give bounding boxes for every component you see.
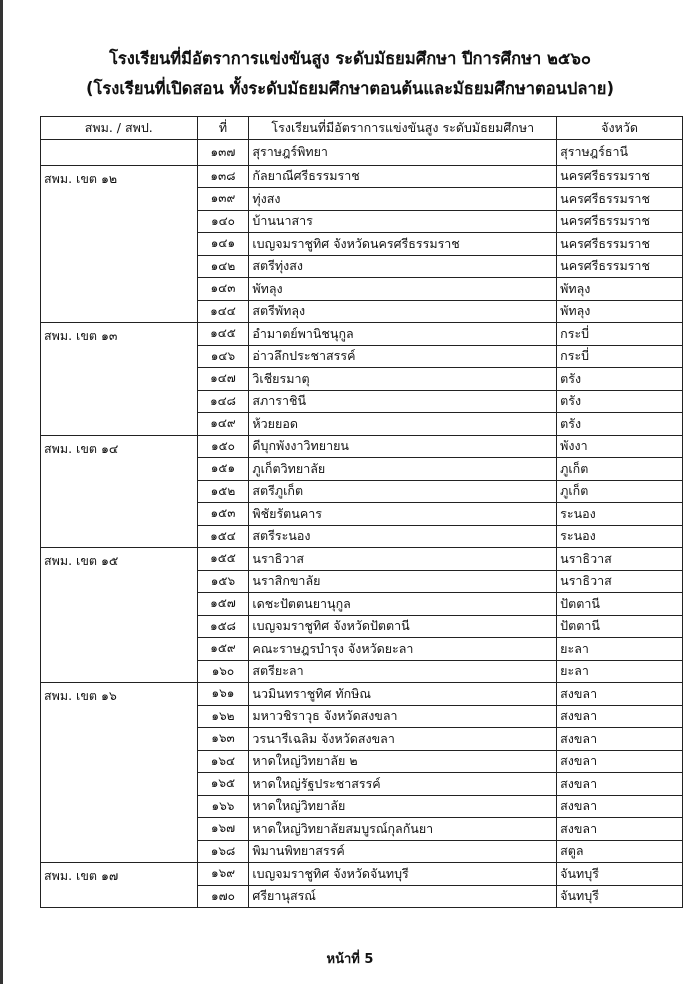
school-cell: พัทลุง [249, 278, 557, 301]
province-cell: ปัตตานี [557, 593, 683, 616]
school-cell: สตรีภูเก็ต [249, 480, 557, 503]
school-cell: หาดใหญ่วิทยาลัย ๒ [249, 750, 557, 773]
province-cell: ปัตตานี [557, 615, 683, 638]
school-cell: สุราษฎร์พิทยา [249, 140, 557, 166]
scan-edge [0, 0, 3, 984]
page-number: หน้าที่ 5 [326, 952, 374, 967]
school-cell: บ้านนาสาร [249, 210, 557, 233]
school-cell: คณะราษฎรบำรุง จังหวัดยะลา [249, 638, 557, 661]
no-cell: ๑๕๖ [197, 570, 249, 593]
school-cell: สตรียะลา [249, 660, 557, 683]
school-cell: ภูเก็ตวิทยาลัย [249, 458, 557, 481]
province-cell: นครศรีธรรมราช [557, 165, 683, 188]
province-cell: ระนอง [557, 503, 683, 526]
header-school: โรงเรียนที่มีอัตราการแข่งขันสูง ระดับมัธยมศึกษา [249, 117, 557, 140]
province-cell: ตรัง [557, 390, 683, 413]
province-cell: จันทบุรี [557, 863, 683, 886]
province-cell: ตรัง [557, 368, 683, 391]
province-cell: สงขลา [557, 773, 683, 796]
school-cell: อ่าวลึกประชาสรรค์ [249, 345, 557, 368]
no-cell: ๑๔๙ [197, 413, 249, 436]
school-cell: เบญจมราชูทิศ จังหวัดปัตตานี [249, 615, 557, 638]
school-cell: สภาราชินี [249, 390, 557, 413]
school-cell: เบญจมราชูทิศ จังหวัดนครศรีธรรมราช [249, 233, 557, 256]
no-cell: ๑๕๗ [197, 593, 249, 616]
no-cell: ๑๓๙ [197, 188, 249, 211]
school-cell: หาดใหญ่วิทยาลัยสมบูรณ์กุลกันยา [249, 818, 557, 841]
province-cell: ภูเก็ต [557, 458, 683, 481]
no-cell: ๑๓๘ [197, 165, 249, 188]
school-cell: เบญจมราชูทิศ จังหวัดจันทบุรี [249, 863, 557, 886]
province-cell: สตูล [557, 840, 683, 863]
no-cell: ๑๖๒ [197, 705, 249, 728]
no-cell: ๑๔๕ [197, 323, 249, 346]
province-cell: นครศรีธรรมราช [557, 188, 683, 211]
document-title: โรงเรียนที่มีอัตราการแข่งขันสูง ระดับมัธยมศึกษา ปีการศึกษา ๒๕๖๐ [109, 49, 591, 68]
province-cell: นราธิวาส [557, 548, 683, 571]
no-cell: ๑๔๒ [197, 255, 249, 278]
region-cell: สพม. เขต ๑๒ [41, 165, 198, 323]
province-cell: สงขลา [557, 705, 683, 728]
province-cell: ยะลา [557, 638, 683, 661]
province-cell: ตรัง [557, 413, 683, 436]
no-cell: ๑๗๐ [197, 885, 249, 908]
province-cell: จันทบุรี [557, 885, 683, 908]
school-cell: กัลยาณีศรีธรรมราช [249, 165, 557, 188]
no-cell: ๑๕๔ [197, 525, 249, 548]
schools-table [40, 116, 683, 908]
school-cell: สตรีพัทลุง [249, 300, 557, 323]
no-cell: ๑๔๗ [197, 368, 249, 391]
school-cell: พิมานพิทยาสรรค์ [249, 840, 557, 863]
no-cell: ๑๕๑ [197, 458, 249, 481]
province-cell: พังงา [557, 435, 683, 458]
school-cell: ศรียานุสรณ์ [249, 885, 557, 908]
province-cell: พัทลุง [557, 278, 683, 301]
no-cell: ๑๕๕ [197, 548, 249, 571]
region-cell: สพม. เขต ๑๓ [41, 323, 198, 436]
no-cell: ๑๔๖ [197, 345, 249, 368]
region-cell: สพม. เขต ๑๗ [41, 863, 198, 908]
table-header-row [41, 117, 683, 140]
school-cell: มหาวชิราวุธ จังหวัดสงขลา [249, 705, 557, 728]
no-cell: ๑๖๕ [197, 773, 249, 796]
school-cell: หาดใหญ่รัฐประชาสรรค์ [249, 773, 557, 796]
no-cell: ๑๖๖ [197, 795, 249, 818]
school-cell: อำมาตย์พานิชนุกูล [249, 323, 557, 346]
no-cell: ๑๔๘ [197, 390, 249, 413]
table-body [41, 140, 683, 908]
province-cell: กระบี่ [557, 345, 683, 368]
header-region: สพม. / สพป. [41, 117, 198, 140]
school-cell: วรนารีเฉลิม จังหวัดสงขลา [249, 728, 557, 751]
no-cell: ๑๕๓ [197, 503, 249, 526]
region-cell: สพม. เขต ๑๖ [41, 683, 198, 863]
province-cell: ระนอง [557, 525, 683, 548]
no-cell: ๑๓๗ [197, 140, 249, 166]
table-row [41, 140, 683, 166]
region-cell: สพม. เขต ๑๕ [41, 548, 198, 683]
no-cell: ๑๖๓ [197, 728, 249, 751]
school-cell: นราสิกขาลัย [249, 570, 557, 593]
table-row [41, 548, 683, 571]
no-cell: ๑๖๔ [197, 750, 249, 773]
no-cell: ๑๔๑ [197, 233, 249, 256]
school-cell: นวมินทราชูทิศ ทักษิณ [249, 683, 557, 706]
school-cell: หาดใหญ่วิทยาลัย [249, 795, 557, 818]
province-cell: ยะลา [557, 660, 683, 683]
school-cell: วิเชียรมาตุ [249, 368, 557, 391]
no-cell: ๑๔๓ [197, 278, 249, 301]
no-cell: ๑๖๙ [197, 863, 249, 886]
province-cell: ภูเก็ต [557, 480, 683, 503]
no-cell: ๑๖๘ [197, 840, 249, 863]
province-cell: สงขลา [557, 728, 683, 751]
school-cell: ทุ่งสง [249, 188, 557, 211]
header-province: จังหวัด [557, 117, 683, 140]
province-cell: สงขลา [557, 818, 683, 841]
no-cell: ๑๔๔ [197, 300, 249, 323]
table-row [41, 165, 683, 188]
no-cell: ๑๖๑ [197, 683, 249, 706]
document-subtitle: (โรงเรียนที่เปิดสอน ทั้งระดับมัธยมศึกษาตอนต้นและมัธยมศึกษาตอนปลาย) [86, 79, 614, 98]
province-cell: สงขลา [557, 683, 683, 706]
region-cell: สพม. เขต ๑๔ [41, 435, 198, 548]
no-cell: ๑๕๐ [197, 435, 249, 458]
school-cell: พิชัยรัตนคาร [249, 503, 557, 526]
table-row [41, 323, 683, 346]
table-row [41, 863, 683, 886]
header-number: ที่ [197, 117, 249, 140]
no-cell: ๑๕๙ [197, 638, 249, 661]
table-row [41, 435, 683, 458]
no-cell: ๑๖๐ [197, 660, 249, 683]
school-cell: ห้วยยอด [249, 413, 557, 436]
province-cell: นครศรีธรรมราช [557, 210, 683, 233]
school-cell: สตรีทุ่งสง [249, 255, 557, 278]
region-cell [41, 140, 198, 166]
no-cell: ๑๕๒ [197, 480, 249, 503]
province-cell: สุราษฎร์ธานี [557, 140, 683, 166]
school-cell: ดีบุกพังงาวิทยายน [249, 435, 557, 458]
no-cell: ๑๖๗ [197, 818, 249, 841]
school-cell: เดชะปัตตนยานุกูล [249, 593, 557, 616]
province-cell: สงขลา [557, 750, 683, 773]
school-cell: สตรีระนอง [249, 525, 557, 548]
province-cell: สงขลา [557, 795, 683, 818]
province-cell: นครศรีธรรมราช [557, 255, 683, 278]
province-cell: นราธิวาส [557, 570, 683, 593]
province-cell: พัทลุง [557, 300, 683, 323]
province-cell: นครศรีธรรมราช [557, 233, 683, 256]
province-cell: กระบี่ [557, 323, 683, 346]
table-row [41, 683, 683, 706]
no-cell: ๑๕๘ [197, 615, 249, 638]
no-cell: ๑๔๐ [197, 210, 249, 233]
school-cell: นราธิวาส [249, 548, 557, 571]
